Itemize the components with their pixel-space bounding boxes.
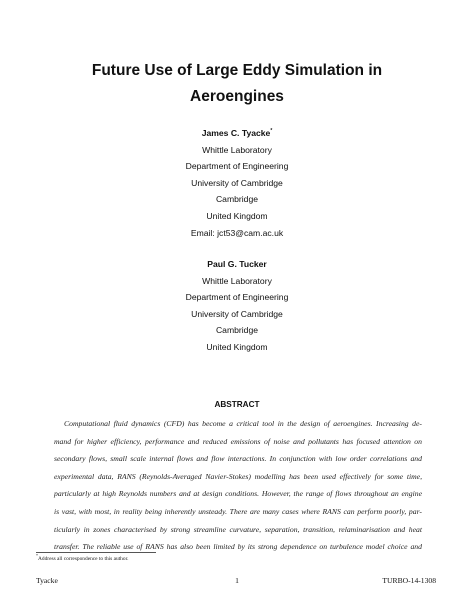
abstract-line: is vast, with most, in reality being inherently unsteady. There are many cases where RANS can perform poorly, par- [54,506,422,516]
affiliation-department: Department of Engineering [185,292,289,303]
affiliation-university: University of Cambridge [191,308,283,319]
abstract-heading: ABSTRACT [214,400,260,409]
affiliation-city: Cambridge [215,194,259,205]
author-block-1 [0,125,474,241]
title-line-2: Aeroengines [190,88,284,105]
affiliation-city: Cambridge [215,325,259,336]
affiliation-department: Department of Engineering [185,161,289,172]
affiliation-lab: Whittle Laboratory [202,275,272,286]
footer-author: Tyacke [36,576,58,585]
affiliation-lab: Whittle Laboratory [202,144,272,155]
abstract-line: mand for higher efficiency, performance and reduced emissions of noise and pollutants has focused attention on [54,436,422,446]
abstract-line: secondary flows, small scale internal flows and flow interactions. In conjunction with low order correlations and [54,454,422,464]
affiliation-university: University of Cambridge [191,177,283,188]
author-name: James C. Tyacke* [201,128,273,138]
footnote-mark: * [36,553,38,559]
footnote-text: Address all correspondence to this author. [38,556,129,562]
abstract-line: experimental data, RANS (Reynolds-Averaged Navier-Stokes) modelling has been used effectively for some time, [54,471,422,481]
paper-title [0,58,474,110]
author-footnote-mark: * [270,128,273,135]
affiliation-country: United Kingdom [206,341,268,352]
author-name: Paul G. Tucker [207,259,267,269]
footnote-rule [36,552,156,553]
author-block-2 [0,256,474,356]
abstract-line: transfer. The reliable use of RANS has also been limited by its strong dependence on turbulence model choice and [54,542,422,552]
footer-paper-id: TURBO-14-1308 [382,576,436,585]
abstract-body [54,415,422,556]
footnote [36,553,129,562]
author-email: Email: jct53@cam.ac.uk [190,227,284,238]
abstract-line: Computational fluid dynamics (CFD) has become a critical tool in the design of aeroengines. Increasing de- [64,419,422,428]
footer-page-number: 1 [235,576,239,585]
abstract-line: ticularly in zones characterised by strong streamline curvature, separation, transition, relaminarisation and heat [54,524,422,534]
title-line-1: Future Use of Large Eddy Simulation in [91,62,383,79]
affiliation-country: United Kingdom [206,210,268,221]
abstract-line: particularly at high Reynolds numbers and at design conditions. However, the range of flows throughout an engine [54,489,422,499]
